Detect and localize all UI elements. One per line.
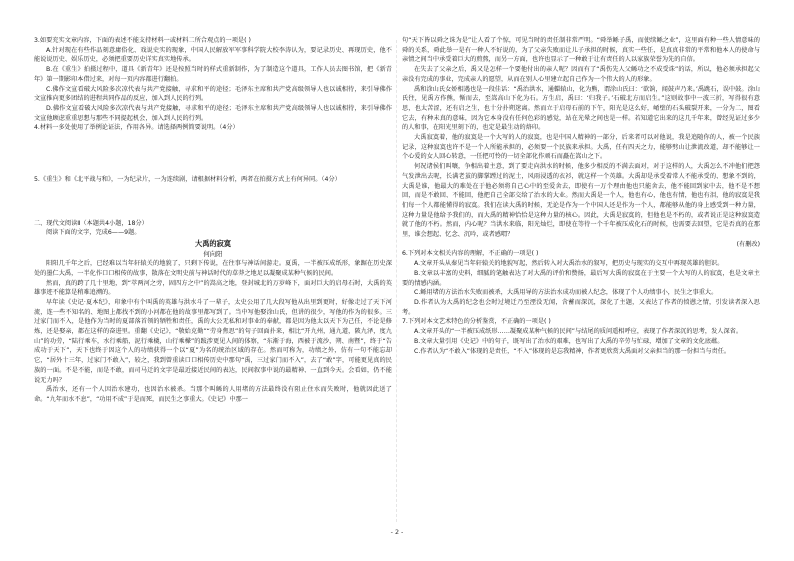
- article-paragraph: 阳阳几千年之后，已经难以当年轩辕关的地貌了，只剩下传说，在往事与神话间游走。夏禹，一半被压成纸形，象踞在历史深处的墨仁大禹，一半化作口口相传的故事，散落在文明史前与神话时代的草莽之地足以凝聚成某种气候的民间。: [34, 260, 392, 277]
- question-3-option-b: B.在《重生》拍摄过程中，道具《新青年》还是按照当时的样式重新制作，为了制造这个道具，工作人员去图书馆，把《新青年》第一期影印本借过来，对每一页内容都进行翻拍。: [34, 66, 392, 83]
- question-5: 5.《重生》和《北平战与和》，一为纪录片，一为连续剧，请根据材料分析，两者在拍摄方式上有何异同。（4分）: [34, 176, 341, 184]
- question-6-option-c: C.鲧用堵的方法治水失败而被杀，大禹用导的方法治水成功而被人纪念，体现了个人功绩事小，民生之事重大。: [414, 289, 718, 297]
- right-column: [402, 36, 760, 356]
- question-6-option-b: B.文章以丰富的史料，细腻的笔触表达了对大禹的评价和赞扬，最后写大禹的寂寞在于主要一个大写的人的寂寞，也是文章主要的情感内涵。: [402, 269, 760, 287]
- source-note: (有删改): [736, 240, 760, 248]
- question-4: 4.材料一多处使用了举例论证法，作用各异。请选择两例简要说明。（4分）: [34, 124, 239, 132]
- question-6-option-a: A.文章开头从秦见当年轩辕关的地貌写起，然后转入对大禹治水的叙写，把历史与现实的交互中再现英雄的胆识。: [414, 260, 724, 268]
- question-3-option-c: C.佛作文宣看破大风险多次凉代表与共产党接触，寻求和平的途径；毛泽东主席和共产党高级领导人也以诚相待，来引导佛作文宣推向更多团结的进程共同作品的反应，加入到人民的行列。: [34, 85, 392, 103]
- column-divider: [396, 40, 397, 522]
- question-7-option-a: A.文章开头的“一半被压成纸形……凝聚成某种气候的民间”与结尾的质问遥相呼应，表现了作者深沉的思考，发人深省。: [414, 328, 743, 336]
- question-3-option-d: D.佛作文宣看破大风险多次凉代表与共产党接触，寻求和平的途径；毛泽东主席和共产党高级领导人也以诚相待，来引导佛作文宣他顾虑重重思想与那些不同提起机会，加入到人民的行列。: [34, 104, 392, 122]
- question-6-option-d: D.作者认为大禹的纪念也会时过境迁乃至湮没无闻，含蓄而深沉，深化了主题，又表达了作者的愤懑之情，引发读者深入思考。: [402, 298, 760, 316]
- reading-instruction: 阅读下面的文字，完成6——9题。: [46, 229, 141, 237]
- section-heading: 二、现代文阅读Ⅱ（本题共4小题，18分）: [34, 219, 148, 227]
- question-7-option-c: C.作者认为“不敢入”体现的是责任，“不入”体现的是忘我精神，作者更欣赏大禹面对父亲担当的那一份担当与责任。: [414, 347, 731, 355]
- question-7-stem: 7.下列对本文艺术特色的分析鉴赏，不正确的一项是( ): [402, 318, 551, 326]
- article-author: 何向阳: [203, 250, 223, 259]
- article-paragraph: 早年读《史记·夏本纪》，印象中有个叫禹的英雄与洪水斗了一辈子，太史公用了几大段写他从出里到更时，好像走过了天下河流，连一些不知名的、地图上都找不到的小河都在他的故事里都写到了。当中写他娶涂山氏，但讲的很少，写他的作为的很多。三过家门而不入，是他作为当时的夏部落首领的牺牲和责任，禹的大公无私和对事业的奉献，都是因为他太以天下为己任，不论是修炼，还是娶亲，都在这样的奋进里。重翻《史记》，“敬始克勤”“劳身焦思”的句子回面扑来，相比“开九州，通九道，陂九泽，度九山”的功劳，“陆行乘车，水行乘船，泥行乘橇，山行乘檋”的跋涉更见人间的体察，“东渐于海，西被于流沙，朔、南暨”，终于“告成功于天下”，天下也终于因这个人的功绩获得一个以“夏”为名的统治区域的存在。然而可称为，功绩之外，仿有一句不能忘却它，“居外十三年，过家门不敢入”，较之，我到曾重读口口相传历史中那句“禹，三过家门而不入”，去了“敢”字，可能更见真的民族的一面。不是不能，而是不敢，而司马迁的文字是最近接近民间的表达，民间叙事中说的最精神、一直到今天。会看如，仍不能说无力吗？: [34, 298, 392, 384]
- article-paragraph: 大禹寂寞着，他的寂寞是一个大写的人的寂寞，也是中国人精神的一部分，后来者可以对他说，我是追随你的人，被一个民族记录，这种寂寞也许不是一个人所能承担的，必须要一个民族来承担。大禹，任有四天之力，能够劈山让泄流改道，却不能够让一个心爱的女人回心转意，一任把可怜的一切全部化作顽石而矗在嵩山之下。: [402, 134, 760, 161]
- article-paragraph: 在失去了父亲之后，禹又是怎样一个要他付出的亲人呢？因而有了“禹伤先人父鲧功之不成受诛”的话，所以，他必须承担起父亲没有完成的事业，完成亲人的愿望，从而在别人心里建立起自己作为一个伟大的人的形象。: [402, 66, 760, 83]
- article-title: 大禹的寂寞: [195, 239, 231, 249]
- question-6-stem: 6.下列对本文相关内容的理解，不正确的一项是( ): [402, 250, 539, 258]
- article-paragraph: 禹和涂山氏女娇相遇也是一段佳话：“禹治洪水，通轘辕山，化为熊，谓涂山氏曰：‘欲饷，闻鼓声乃来。’禹跳石，误中鼓。涂山氏往，见禹方作熊，惭而去，至嵩高山下化为石。方生启，禹曰：‘归我子。’石破北方而启生。”这则故事中一波三折，写得很有意思，也太苦涩，还有启之生，也十分扑朔迷离。然而立于启母石前的下午，阳光是这么好，崤壁的石头破裂开来，一分为二，图看它去，有种未真的意味，因为它本身没有任何色彩的感觉，站在光晕之间也是一样。若知道它出来的这几千年来，曾经见证过多少的人和事，在阳光里刻下的，也定是最生动的烙印。: [402, 85, 760, 132]
- question-3-stem: 3.如要充实文章内容，下面的表述不能支持材料一或材料二所合观点的一项是( ): [34, 37, 251, 44]
- question-3-option-a: A.针对现在有些作品刻意庸俗化、戏说史实的现象，中国人民解放军军事科学院大校李涛认为，要记录历史、再现历史，他不能说说历史、娱乐历史，必须把重要历史详实真实地传承。: [34, 46, 392, 64]
- article-paragraph: 禹治水，还有一个人因治水建功，也因治水被杀。当那个叫鲧的人用堵的方法最终没有阻止住水而失败时，他就因此送了命。“九年而水不息”，“功用不成”于是而死，而民生之事重大。《史记》中那一: [34, 386, 392, 403]
- article-paragraph: 何况诸侯们叫嚷，争相出着主意，到了要走向洪水的时候，他多少相反的不满去面对，对于这样的人，大禹怎么不冲他们把怨气发泄出去呢，长满老茧的脚掌蹚过的泥土，风雨浸透的衣衫，就这样一个英雄。大禹却是承受着常人不能承受的、想象不到的，大禹是谁，他最大的难处在于他必须将自己心中的至爱舍去，即使有一万个理由他也只能舍去，他不能回到家中去，他不是不想回，而是不敢回、不能回，他把自己全部交给了治水的大业。然而大禹是一个人，他也有心，他也有情，他也有泪，他的寂寞是我们每一个人都能懂得的寂寞。我们在读大禹的时候，无论是作为一个中国人还是作为一个人，都能够从他的身上感受到一种力量，这种力量是他给予我们的，而大禹的精神恰恰是这种力量的核心。因此，大禹是寂寞的，但他也是不朽的，或者说正是这种寂寞造就了他的不朽。然而，内心呢？当洪水来临，阳光灿烂，即使在等待一个千年被压成化石的时候，也需要去回望，它是否真的在那里，谁会想起、忆念、沉吟，或者感喟？: [402, 163, 760, 239]
- question-7-option-b: B.文章大量引用《史记》中的句子，既写出了治水的艰难，也写出了大禹的辛劳与忙碌，增加了文章的文化底蕴。: [414, 337, 724, 345]
- article-paragraph: 然而，真的跨了几十里地，到“萃两河之旁，固四方之中”的嵩高之地，登封城北的万岁峰下，面对巨大的启母石时，大禹的英雄事迹不能算是稍难追溯的。: [34, 279, 392, 297]
- article-paragraph: 句“天下皆以舜之诛为是”让人看了个惊，可见当时的责任制非常严明。“舜举鲧子禹，而使续鲧之业”，这里面有种一些人情意味的舜的关系，舜此举一是有一种人不好说的，为了父亲失败而让儿子承担的时候，真实一些任，是真真非常的平常和他本人的使命与亲情之间当中承受着巨大的煎熬，而另一方面，也许也显示了一种敢于让有责任的人以家族荣誉为先的自信。: [402, 37, 760, 64]
- left-column: [34, 36, 392, 405]
- page-number: - 2 -: [390, 528, 404, 536]
